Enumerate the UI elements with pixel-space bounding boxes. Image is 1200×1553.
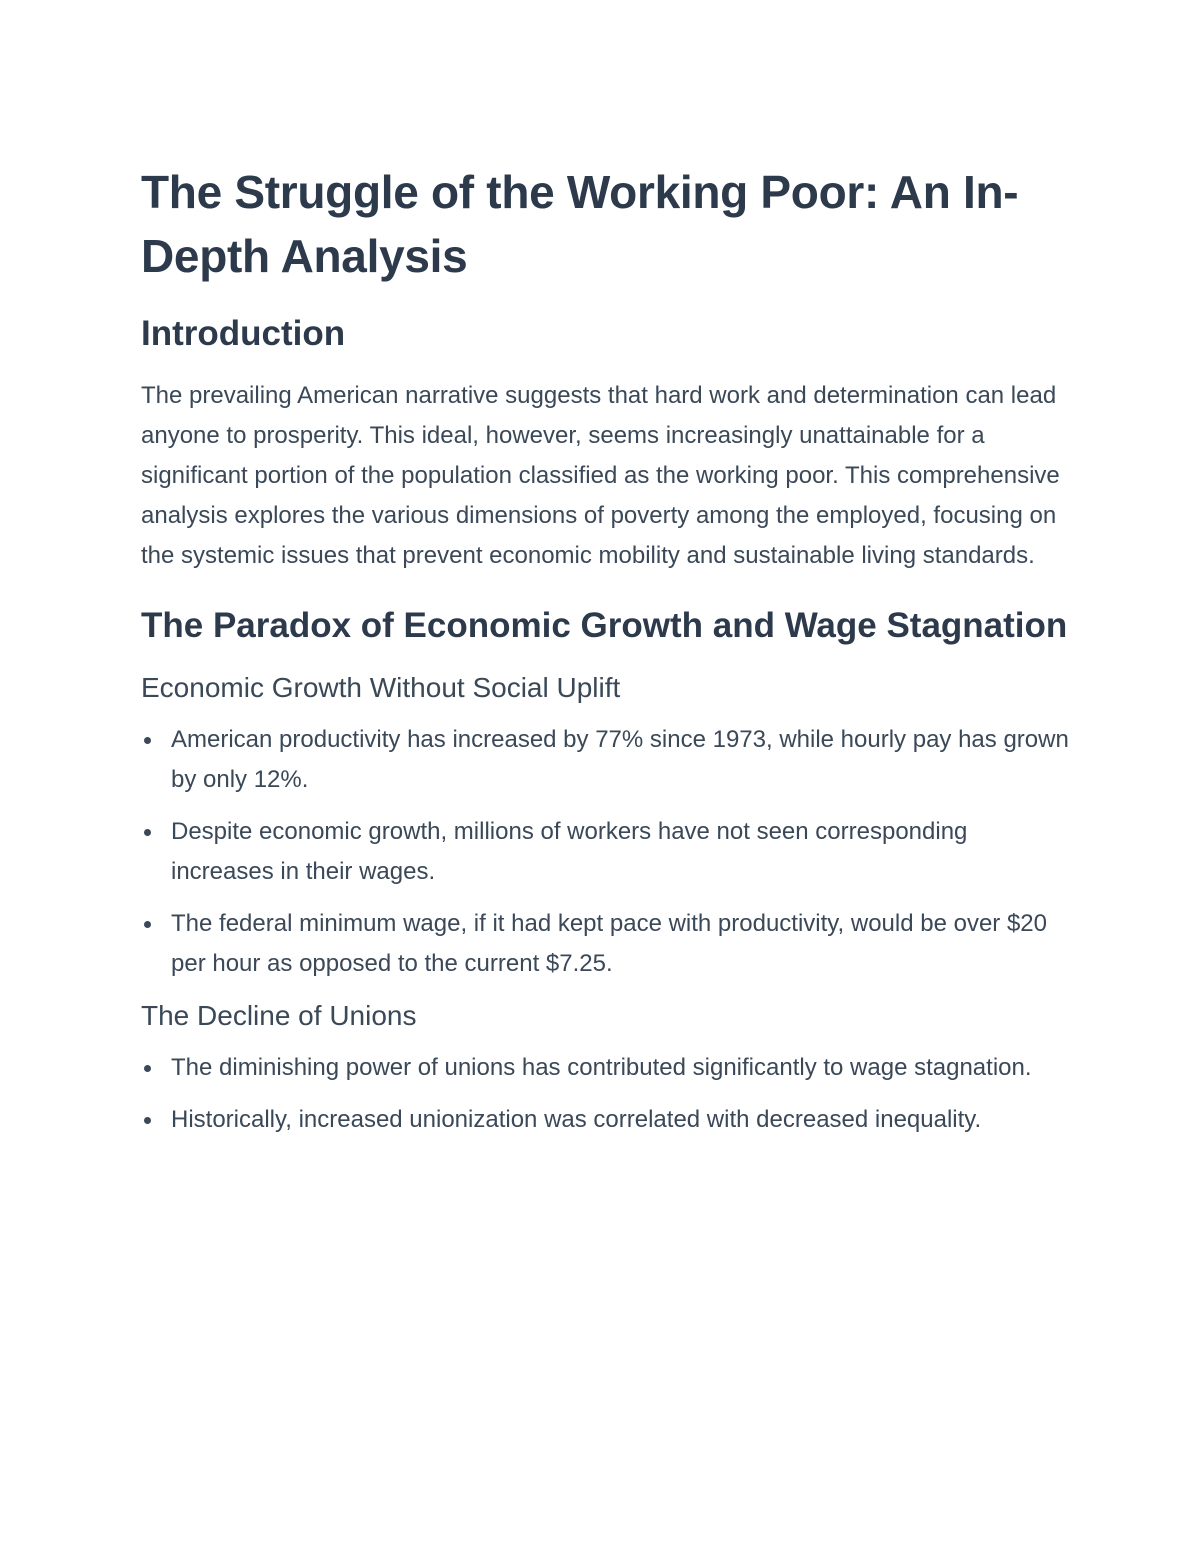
list-item-text: Despite economic growth, millions of workers have not seen corresponding increases in their wages. (171, 818, 968, 885)
bullet-icon (144, 1065, 151, 1072)
subsection-economic-growth (141, 668, 1071, 984)
list-item-text: The diminishing power of unions has contributed significantly to wage stagnation. (171, 1054, 1032, 1081)
section-heading: The Paradox of Economic Growth and Wage Stagnation (141, 606, 1068, 645)
bullet-list (141, 720, 1071, 984)
section-introduction (141, 310, 1071, 576)
bullet-icon (144, 1117, 151, 1124)
subsection-heading: Economic Growth Without Social Uplift (141, 672, 621, 703)
list-item-text: Historically, increased unionization was correlated with decreased inequality. (171, 1106, 982, 1133)
subsection-heading: The Decline of Unions (141, 1000, 417, 1031)
document-page (141, 160, 1071, 1152)
list-item (141, 1100, 1071, 1140)
subsection-decline-of-unions (141, 996, 1071, 1140)
section-paradox (141, 598, 1071, 1140)
section-heading: Introduction (141, 314, 346, 353)
bullet-icon (144, 829, 151, 836)
introduction-paragraph: The prevailing American narrative suggests that hard work and determination can lead anyone to prosperity. This ideal, however, seems increasingly unattainable for a significant portion of the population classified as the working poor. This comprehensive analysis explores the various dimensions of poverty among the employed, focusing on the systemic issues that prevent economic mobility and sustainable living standards. (141, 382, 1060, 569)
list-item (141, 1048, 1071, 1088)
bullet-icon (144, 921, 151, 928)
bullet-icon (144, 737, 151, 744)
list-item (141, 812, 1071, 892)
list-item (141, 904, 1071, 984)
document-title: The Struggle of the Working Poor: An In-Depth Analysis (141, 166, 1019, 282)
list-item (141, 720, 1071, 800)
list-item-text: The federal minimum wage, if it had kept pace with productivity, would be over $20 per hour as opposed to the current $7.25. (171, 910, 1047, 977)
bullet-list (141, 1048, 1071, 1140)
list-item-text: American productivity has increased by 77% since 1973, while hourly pay has grown by only 12%. (171, 726, 1069, 793)
